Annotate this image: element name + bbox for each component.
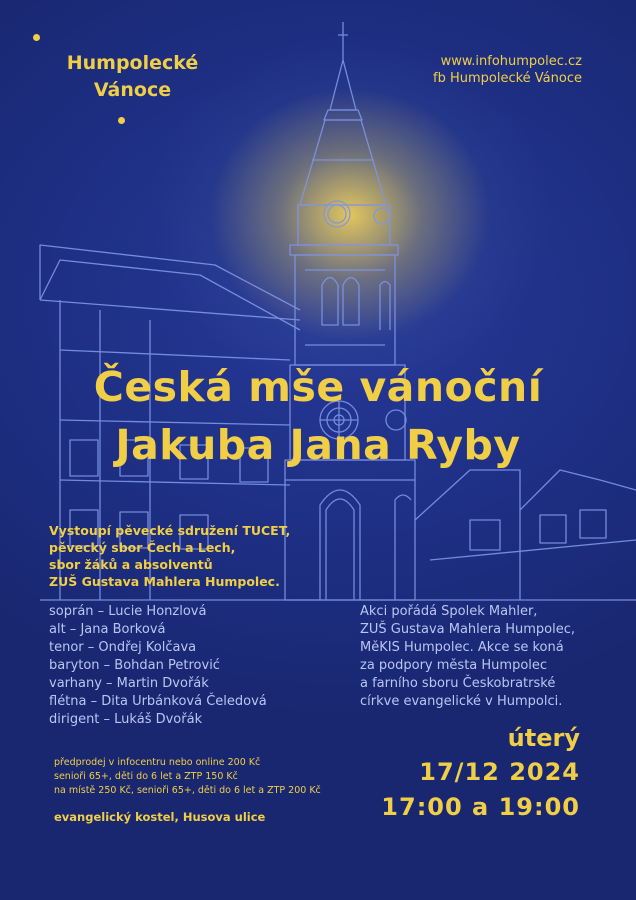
event-day: úterý: [507, 724, 580, 752]
price-line: na místě 250 Kč, senioři 65+, děti do 6 let a ZTP 200 Kč: [54, 785, 321, 796]
organizer-line: a farního sboru Českobratrské: [360, 676, 556, 691]
performers: [49, 522, 290, 590]
organizer-info: [360, 603, 575, 711]
performers-line: pěvecký sbor Čech a Lech,: [49, 540, 236, 555]
organizer-line: MěKIS Humpolec. Akce se koná: [360, 640, 564, 655]
venue: evangelický kostel, Husova ulice: [54, 810, 266, 824]
performers-line: ZUŠ Gustava Mahlera Humpolec.: [49, 574, 280, 589]
cast-item: dirigent – Lukáš Dvořák: [49, 712, 203, 727]
ticket-prices: [54, 756, 321, 798]
cast-item: flétna – Dita Urbánková Čeledová: [49, 694, 267, 709]
title-line1: Česká mše vánoční: [93, 363, 543, 411]
decorative-dot: [118, 117, 125, 124]
price-line: senioři 65+, děti do 6 let a ZTP 150 Kč: [54, 771, 238, 782]
price-line: předprodej v infocentru nebo online 200 Kč: [54, 757, 261, 768]
brand-logo: [50, 50, 215, 104]
cast-item: alt – Jana Borková: [49, 622, 166, 637]
brand-line1: Humpolecké: [66, 52, 199, 74]
organizer-line: ZUŠ Gustava Mahlera Humpolec,: [360, 622, 575, 637]
performers-line: sbor žáků a absolventů: [49, 557, 213, 572]
cast-list: [49, 603, 267, 729]
organizer-line: církve evangelické v Humpolci.: [360, 694, 563, 709]
event-date: 17/12 2024: [419, 758, 580, 786]
organizer-line: Akci pořádá Spolek Mahler,: [360, 604, 538, 619]
web-info: [433, 53, 582, 87]
cast-item: soprán – Lucie Honzlová: [49, 604, 207, 619]
cast-item: tenor – Ondřej Kolčava: [49, 640, 197, 655]
website-link[interactable]: www.infohumpolec.cz: [440, 54, 582, 69]
brand-line2: Vánoce: [93, 79, 172, 101]
cast-item: baryton – Bohdan Petrović: [49, 658, 220, 673]
cast-item: varhany – Martin Dvořák: [49, 676, 209, 691]
organizer-line: za podpory města Humpolec: [360, 658, 548, 673]
performers-line: Vystoupí pěvecké sdružení TUCET,: [49, 523, 291, 538]
facebook-link[interactable]: fb Humpolecké Vánoce: [433, 71, 582, 86]
title-line2: Jakuba Jana Ryby: [115, 421, 521, 469]
decorative-dot: [33, 34, 40, 41]
event-time: 17:00 a 19:00: [381, 793, 580, 821]
